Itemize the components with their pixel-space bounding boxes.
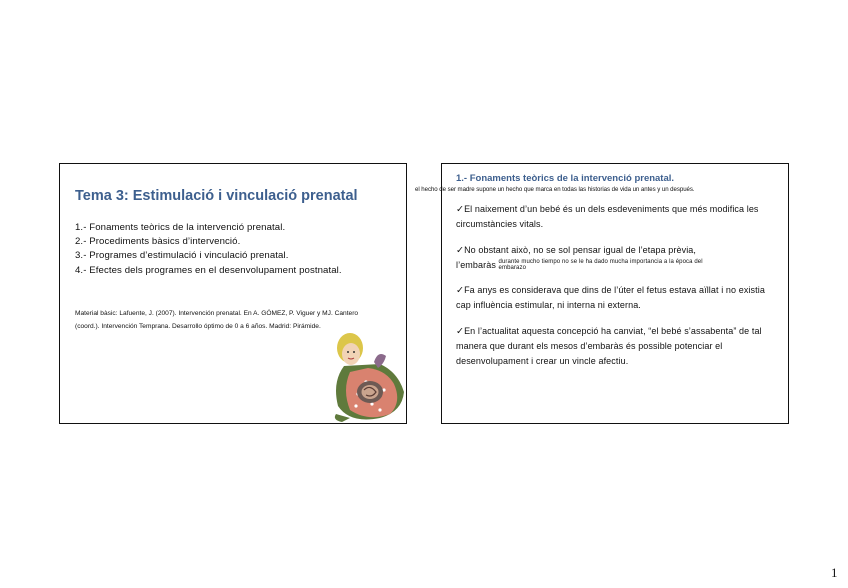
paragraph-text: l’embaràs	[456, 259, 496, 270]
slide-1-title: Tema 3: Estimulació i vinculació prenatal	[75, 188, 358, 204]
small-annotation	[499, 259, 703, 272]
bullet-paragraph	[456, 243, 781, 273]
paragraph-text: En l’actualitat aquesta concepció ha canviat, “el bebé s’assabenta” de tal manera que durant els mesos d’embaràs és possible potenciar el desenvolupament i crear un vincle afectiu.	[456, 325, 762, 366]
slide-1	[59, 163, 407, 424]
topic-item: 4.- Efectes dels programes en el desenvolupament postnatal.	[75, 264, 342, 276]
slide-2	[415, 163, 789, 424]
checkmark-icon: ✓	[456, 325, 465, 337]
slide-2-body	[456, 202, 781, 379]
topic-list	[75, 221, 342, 278]
paragraph-text: Fa anys es considerava que dins de l’úter el fetus estava aïllat i no existia cap influència estimular, ni interna ni externa.	[456, 285, 765, 310]
checkmark-icon: ✓	[456, 204, 465, 215]
topic-item: 1.- Fonaments teòrics de la intervenció prenatal.	[75, 222, 286, 233]
mother-baby-illustration	[328, 324, 406, 424]
overflow-caption: el hecho de ser madre supone un hecho que marca en todas las historias de vida un antes y un después.	[415, 186, 695, 193]
checkmark-icon: ✓	[456, 285, 465, 296]
bullet-paragraph	[456, 202, 781, 232]
paragraph-text: El naixement d’un bebé és un dels esdeveniments que més modifica les circumstàncies vitals.	[456, 204, 759, 229]
reference-text: Material bàsic: Lafuente, J. (2007). Intervención prenatal. En A. GÓMEZ, P. Viguer y MJ. Cantero (coord.). Intervención Temprana. Desarrollo óptimo de 0 a 6 años. Madrid: Pirámide.	[75, 310, 359, 330]
topic-item: 3.- Programes d’estimulació i vinculació prenatal.	[75, 250, 289, 262]
slide-2-title: 1.- Fonaments teòrics de la intervenció prenatal.	[456, 173, 675, 184]
topic-item: 2.- Procediments bàsics d’intervenció.	[75, 236, 241, 248]
page-number: 1	[831, 565, 838, 580]
bullet-paragraph	[456, 283, 781, 313]
checkmark-icon: ✓	[456, 244, 465, 256]
paragraph-text: No obstant això, no se sol pensar igual de l’etapa prèvia,	[464, 244, 697, 255]
annotation-line: embarazo	[498, 265, 527, 272]
annotation-line: durante mucho tiempo no se le ha dado mucha importancia a la época del	[498, 258, 703, 265]
bullet-paragraph	[456, 324, 781, 369]
